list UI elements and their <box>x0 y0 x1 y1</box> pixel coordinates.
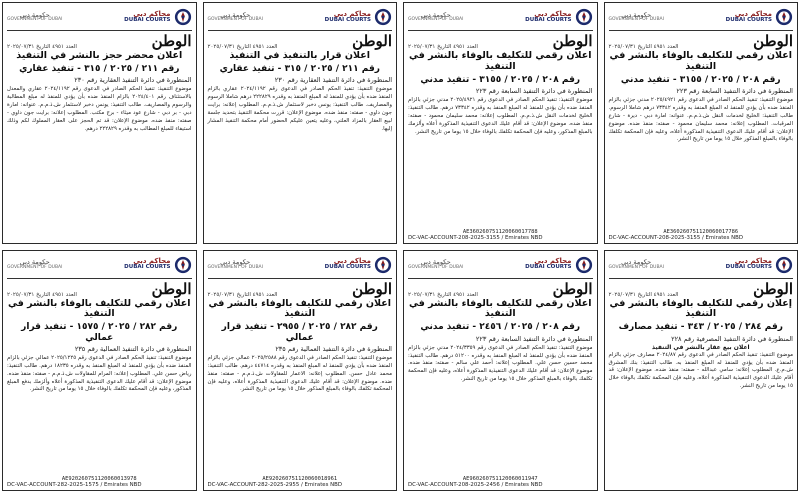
header-divider <box>408 30 593 31</box>
gov-name-ar: حكومة دبي <box>621 10 652 19</box>
dubai-courts-brand <box>525 8 592 26</box>
dubai-courts-emblem-icon <box>374 8 392 26</box>
issue-date: العدد ٤٩٥١ التاريخ ٢٠٢٥/٠٧/٣١ <box>207 291 278 298</box>
dubai-courts-brand <box>525 256 592 274</box>
notice-body: موضوع التنفيذ: تنفيذ الحكم الصادر في الدعوى رقم ٢٠٢٤/٨٧ مصارف جزئي بالزام المنفذ ضده بأن يؤدي للمنفذ له المبلغ المنفذ به. طالب التنفيذ: بنك المشرق ش.م.ع. المطلوب إعلانه: سامي عبدالله - صفته: منفذ ضده. موضوع الإعلان: قد أقام عليك الدعوى التنفيذية المذكورة أعلاه، وعليه فإن المحكمة تكلفك بالوفاء خلال ١٥ يوما من تاريخ النشر. <box>608 351 793 390</box>
court-name-en: DUBAI COURTS <box>124 264 171 271</box>
notice-body: موضوع التنفيذ: تنفيذ الحكم الصادر في الدعوى رقم ٢٠٢٥/١٢٢٥ عمالي جزئي بالزام المنفذ ضده بأن يؤدي للمنفذ له المبلغ المنفذ به وقدره ١٨٢٣٥ درهم. طالب التنفيذ: رياض حسن علي. المطلوب إعلانه: المرام للمقاولات ش.ذ.م.م - صفته: منفذ ضده. موضوع الإعلان: قد أقام عليك الدعوى التنفيذية المذكورة أعلاه وألزمك بدفع المبلغ المذكور، وعليه فإن المحكمة تكلفك بالوفاء خلال ١٥ يوما من تاريخ النشر. <box>7 355 192 393</box>
court-name-ar: محاكم دبي <box>333 9 371 18</box>
notice-title: اعلان محضر حجز بالنشر في التنفيذ <box>16 50 183 61</box>
notice-header <box>404 3 597 29</box>
gov-name-ar: حكومة دبي <box>420 10 451 19</box>
court-name-ar: محاكم دبي <box>133 9 171 18</box>
gov-name-en: GOVERNMENT OF DUBAI <box>408 264 464 270</box>
dubai-government-logo <box>609 259 664 270</box>
notice-header <box>3 3 196 29</box>
case-number: رقم ٢٠٨ / ٢٠٢٥ / ٣١٥٥ - تنفيذ مدني <box>620 74 781 85</box>
notice-card-4 <box>604 2 799 244</box>
dubai-government-logo <box>609 12 664 23</box>
bank-account-line: DC-VAC-ACCOUNT-208-2025-2456 / Emirates NBD <box>408 482 543 488</box>
dubai-government-logo <box>7 259 62 270</box>
newspaper-name: الوطن <box>753 279 793 298</box>
iban-number: AE360260751120060017786 <box>663 228 739 235</box>
bank-account-line: DC-VAC-ACCOUNT-282-2025-1575 / Emirates NBD <box>7 482 142 488</box>
court-name-en: DUBAI COURTS <box>525 16 572 23</box>
issue-date: العدد ٤٩٥١ التاريخ ٢٠٢٥/٠٧/٣١ <box>408 44 478 50</box>
notice-subheading: اعلان بيع عقار بالنشر في التنفيذ <box>651 343 750 351</box>
court-name-en: DUBAI COURTS <box>324 16 371 23</box>
iban-number: AE960260751120060011947 <box>462 476 538 482</box>
notice-card-8 <box>604 250 799 492</box>
notice-department: المنظورة في دائرة التنفيذ العقارية رقم ٢٣٠ <box>274 76 392 85</box>
court-name-en: DUBAI COURTS <box>725 264 772 271</box>
newspaper-name: الوطن <box>753 32 793 50</box>
notice-header <box>605 3 798 29</box>
dubai-courts-brand <box>124 256 191 274</box>
gov-name-en: GOVERNMENT OF DUBAI <box>608 17 664 22</box>
gov-name-en: GOVERNMENT OF DUBAI <box>408 17 464 22</box>
notice-header <box>404 251 597 277</box>
gov-name-ar: حكومة دبي <box>220 10 251 19</box>
newspaper-name: الوطن <box>552 32 593 50</box>
gov-name-en: GOVERNMENT OF DUBAI <box>207 264 263 270</box>
notice-department: المنظورة في دائرة التنفيذ المصرفية رقم ٢٢٨ <box>671 334 793 343</box>
case-number: رقم ٢٨٤ / ٢٠٢٥ / ٣٤٣ - تنفيذ مصارف <box>618 322 783 333</box>
gov-name-en: GOVERNMENT OF DUBAI <box>207 17 263 22</box>
notice-title: اعلان قرار بالتنفيذ في التنفيذ <box>229 50 370 61</box>
dubai-government-logo <box>208 259 263 270</box>
header-divider <box>7 278 192 279</box>
notice-department: المنظورة في دائرة التنفيذ السابعة رقم ٢٢٣ <box>475 87 593 96</box>
issue-date: العدد ٤٩٥١ التاريخ ٢٠٢٥/٠٧/٣١ <box>7 291 77 298</box>
dubai-courts-emblem-icon <box>775 8 793 26</box>
notice-card-7 <box>403 250 598 492</box>
notice-body: موضوع التنفيذ: تنفيذ الحكم الصادر في الدعوى رقم ٢٠٢٥/٤٩٢١ مدني جزئي بالزام المنفذ ضده بأن يؤدي للمنفذ له المبلغ المنفذ به وقدره ٧٣٣٤٢ درهم. طالب التنفيذ: الخليج لخدمات النقل ش.ذ.م.م. المطلوب إعلانه: محمد سليمان محمود - صفته: منفذ ضده. موضوع الإعلان: قد أقام عليك الدعوى التنفيذية المذكورة أعلاه وألزمك بالمبلغ المذكور، وعليه فإن المحكمة تكلفك بالوفاء خلال ١٥ يوما من تاريخ النشر. <box>408 97 593 135</box>
gov-name-ar: حكومة دبي <box>220 258 251 266</box>
case-number: رقم ٢٠٨ / ٢٠٢٥ / ٢٤٥٦ - تنفيذ مدني <box>420 322 581 333</box>
notice-title: اعلان رقمي للتكليف بالوفاء بالنشر في التنفيذ <box>208 297 391 320</box>
issue-date: العدد ٤٩٥١ التاريخ ٢٠٢٥/٠٧/٣١ <box>207 44 278 50</box>
header-divider <box>408 278 593 279</box>
case-number: رقم ٢٠٨ / ٢٠٢٥ / ٣١٥٥ - تنفيذ مدني <box>420 74 581 85</box>
case-number: رقم ٢١١ / ٢٠٢٥ / ٣١٥ - تنفيذ عقاري <box>219 63 380 74</box>
notice-body: موضوع التنفيذ: تنفيذ الحكم الصادر في الدعوى رقم ٢٠٢٤/٣٣٥٩ مدني جزئي بالزام المنفذ ضده بأن يؤدي للمنفذ له المبلغ المنفذ به وقدره ٥١٢٠٠ درهم. طالب التنفيذ: محمد حسين حسن علي. المطلوب إعلانه: أحمد علي سالم - صفته: منفذ ضده. موضوع الإعلان: قد أقام عليك الدعوى التنفيذية المذكورة أعلاه، وعليه فإن المحكمة تكلفك بالوفاء بالمبلغ المذكور خلال ١٥ يوما من تاريخ النشر. <box>408 344 593 383</box>
case-number: رقم ٢١١ / ٢٠٢٥ / ٣١٥ - تنفيذ عقاري <box>19 63 180 74</box>
issue-date: العدد ٤٩٥١ التاريخ ٢٠٢٥/٠٧/٣١ <box>608 291 679 298</box>
notice-title: اعلان رقمي للتكليف بالوفاء بالنشر في التنفيذ <box>8 297 191 320</box>
iban-number: AE920260751120060018961 <box>262 476 338 482</box>
notice-card-3 <box>403 2 598 244</box>
dubai-courts-emblem-icon <box>575 256 593 274</box>
iban-number: AE920260751120060013978 <box>61 476 137 482</box>
court-name-en: DUBAI COURTS <box>525 264 572 271</box>
notice-body: موضوع التنفيذ: تنفيذ الحكم الصادر في الدعوى رقم ٢٠٢٥/٤٩٢١ مدني جزئي بالزام المنفذ ضده بأن يؤدي للمنفذ له المبلغ المنفذ به وقدره ٧٣٣٤٢ درهم شاملا الرسوم. طالب التنفيذ: الخليج لخدمات النقل ش.ذ.م.م. عنوانه: امارة دبي - ديرة - شارع المرقبات. المطلوب إعلانه: محمد سليمان محمود - صفته: منفذ ضده. موضوع الإعلان: قد أقام عليك الدعوى التنفيذية المذكورة أعلاه، وعليه فإن المحكمة تكلفك بالوفاء بالمبلغ المذكور خلال ١٥ يوما من تاريخ النشر. <box>608 97 794 143</box>
newspaper-name: الوطن <box>352 279 392 298</box>
dubai-courts-emblem-icon <box>174 8 192 26</box>
notice-title: اعلان رقمي للتكليف بالوفاء بالنشر في التنفيذ <box>409 297 592 320</box>
dubai-courts-brand <box>726 8 793 26</box>
gov-name-en: GOVERNMENT OF DUBAI <box>7 264 63 270</box>
iban-number: AE360260751120060017788 <box>462 228 538 235</box>
court-name-ar: محاكم دبي <box>734 9 772 18</box>
gov-name-en: GOVERNMENT OF DUBAI <box>608 264 664 270</box>
header-divider <box>208 278 393 279</box>
newspaper-name: الوطن <box>352 32 392 50</box>
notice-header <box>605 251 798 277</box>
notice-department: المنظورة في دائرة التنفيذ العمالية رقم ٢٣٥ <box>74 345 192 354</box>
header-divider <box>7 30 192 31</box>
header-divider <box>609 278 794 279</box>
notice-department: المنظورة في دائرة التنفيذ العقارية رقم ٢٣٠ <box>74 76 192 85</box>
case-number: رقم ٢٨٢ / ٢٠٢٥ / ٢٩٥٥ - تنفيذ قرار عمالي <box>221 322 378 343</box>
issue-date: العدد ٤٩٥١ التاريخ ٢٠٢٥/٠٧/٣١ <box>408 291 478 298</box>
dubai-courts-emblem-icon <box>775 256 793 274</box>
notice-department: المنظورة في دائرة التنفيذ السابعة رقم ٢٢٣ <box>475 334 593 343</box>
notice-card-6 <box>203 250 398 492</box>
issue-date: العدد ٤٩٥١ التاريخ ٢٠٢٥/٠٧/٣١ <box>7 44 77 50</box>
dubai-courts-brand <box>124 8 191 26</box>
notice-body: موضوع التنفيذ: تنفيذ الحكم الصادر في الدعوى رقم ٢٠٢٤/١١٩٢ عقاري والمعدل بالاستئناف رقم ٢٠٢٤/٤٠١ بالزام المنفذ ضده بأن يؤدي للمنفذ له مبلغ المطالبة والرسوم والمصاريف. طالب التنفيذ: يونس دخبر لاستثمار ش.ذ.م.م. عنوانه: امارة دبي - بر دبي - شارع عود ميثاء - برج مكتب. المطلوب إعلانه: برايت جون داوي - صفته: منفذ ضده. موضوع الإعلان: قد تم الحجز على العقار المملوك لكم وذلك استيفاء للمبلغ المطالب به وقدره ٢٢٢٨٢٩ درهم. <box>7 86 192 132</box>
dubai-government-logo <box>7 12 62 23</box>
header-divider <box>208 30 393 31</box>
court-name-ar: محاكم دبي <box>534 9 572 18</box>
gov-name-en: GOVERNMENT OF DUBAI <box>7 17 63 22</box>
notice-body: موضوع التنفيذ: تنفيذ الحكم الصادر في الدعوى رقم ٢٠٢٤/١١٩٢ عقاري بالزام المنفذ ضده بأن يؤدي للمنفذ له المبلغ المنفذ به وقدره ٢٢٢٨٢٩ درهم شاملا الرسوم والمصاريف. طالب التنفيذ: يونس دخبر لاستثمار ش.ذ.م.م. المطلوب إعلانه: برايت جون داوي - صفته: منفذ ضده. موضوع الإعلان: قررت محكمة التنفيذ بتحديد جلسة لبيع العقار بالمزاد العلني، وعليه يتعين عليكم الحضور أمام محكمة التنفيذ المشار إليها. <box>207 86 392 132</box>
notice-header <box>3 251 196 277</box>
court-name-ar: محاكم دبي <box>133 257 171 266</box>
notice-department: المنظورة في دائرة التنفيذ العمالية رقم ٢٣٥ <box>275 345 392 354</box>
dubai-government-logo <box>208 12 263 23</box>
court-name-ar: محاكم دبي <box>333 257 371 266</box>
case-number: رقم ٢٨٢ / ٢٠٢٥ / ١٥٧٥ - تنفيذ قرار عمالي <box>21 322 178 343</box>
gov-name-ar: حكومة دبي <box>420 258 451 266</box>
dubai-courts-brand <box>726 256 793 274</box>
notice-header <box>204 3 397 29</box>
newspaper-name: الوطن <box>151 32 192 50</box>
newspaper-name: الوطن <box>151 279 192 298</box>
dubai-courts-emblem-icon <box>174 256 192 274</box>
dubai-courts-brand <box>325 8 392 26</box>
bank-account-line: DC-VAC-ACCOUNT-208-2025-3155 / Emirates NBD <box>408 234 543 241</box>
court-name-en: DUBAI COURTS <box>324 264 371 271</box>
gov-name-ar: حكومة دبي <box>19 10 50 19</box>
header-divider <box>609 30 794 31</box>
newspaper-name: الوطن <box>552 279 593 298</box>
bank-account-line: DC-VAC-ACCOUNT-282-2025-2955 / Emirates NBD <box>207 482 343 488</box>
notice-title: اعلان رقمي للتكليف بالوفاء بالنشر في التنفيذ <box>609 50 792 72</box>
notice-card-1 <box>2 2 197 244</box>
notice-card-2 <box>203 2 398 244</box>
notice-department: المنظورة في دائرة التنفيذ السابعة رقم ٢٢٣ <box>676 87 793 96</box>
court-name-en: DUBAI COURTS <box>124 16 171 23</box>
dubai-courts-emblem-icon <box>575 8 593 26</box>
notice-title: إعلان رقمي للتكليف بالوفاء بالنشر في التنفيذ <box>609 297 792 320</box>
bank-account-line: DC-VAC-ACCOUNT-208-2025-3155 / Emirates NBD <box>608 234 744 241</box>
dubai-courts-emblem-icon <box>374 256 392 274</box>
notice-header <box>204 251 397 277</box>
court-name-ar: محاكم دبي <box>734 257 772 266</box>
notice-body: موضوع التنفيذ: تنفيذ الحكم الصادر في الدعوى رقم ٢٠٢٥/٢٥٨٨ عمالي جزئي بالزام المنفذ ضده بأن يؤدي للمنفذ له المبلغ المنفذ به وقدره ٤٤٧١٤ درهم. طالب التنفيذ: محمد عادل حسن. المطلوب إعلانه: الاعمار للمقاولات ش.ذ.م.م - صفته: منفذ ضده. موضوع الإعلان: قد أقام عليك الدعوى التنفيذية المذكورة أعلاه، وعليه فإن المحكمة تكلفك بالوفاء بالمبلغ المذكور خلال ١٥ يوما من تاريخ النشر. <box>207 355 392 393</box>
gov-name-ar: حكومة دبي <box>621 258 652 266</box>
notice-card-5 <box>2 250 197 492</box>
issue-date: العدد ٤٩٥١ التاريخ ٢٠٢٥/٠٧/٣١ <box>608 44 679 50</box>
dubai-courts-brand <box>325 256 392 274</box>
gov-name-ar: حكومة دبي <box>19 258 50 266</box>
notice-title: اعلان رقمي للتكليف بالوفاء بالنشر في التنفيذ <box>409 50 592 72</box>
dubai-government-logo <box>408 12 463 23</box>
court-name-ar: محاكم دبي <box>534 257 572 266</box>
court-name-en: DUBAI COURTS <box>725 16 772 23</box>
dubai-government-logo <box>408 259 463 270</box>
